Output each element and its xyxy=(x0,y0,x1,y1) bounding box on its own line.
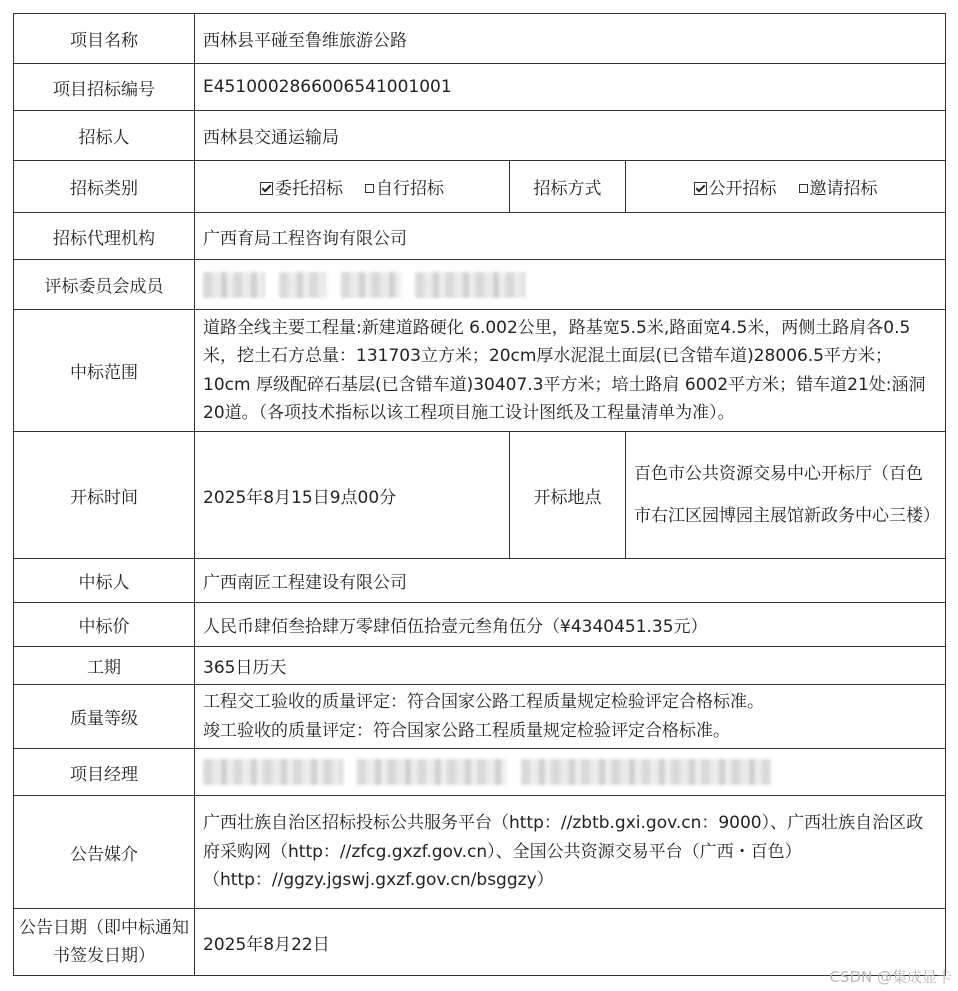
price-value: 人民币肆佰叁拾肆万零肆佰伍拾壹元叁角伍分（¥4340451.35元） xyxy=(195,603,946,647)
checked-box-icon xyxy=(260,182,273,195)
row-date xyxy=(14,909,946,976)
redacted-text xyxy=(521,759,771,785)
redacted-text xyxy=(357,759,507,785)
opening-time-label: 开标时间 xyxy=(14,432,195,559)
committee-label: 评标委员会成员 xyxy=(14,260,195,310)
winner-label: 中标人 xyxy=(14,559,195,603)
quality-label: 质量等级 xyxy=(14,685,195,749)
duration-value: 365日历天 xyxy=(195,647,946,685)
quality-line-2: 竣工验收的质量评定：符合国家公路工程质量规定检验评定合格标准。 xyxy=(203,720,730,741)
bid-method-options xyxy=(626,161,946,213)
bid-result-table xyxy=(13,13,946,976)
row-project-name xyxy=(14,14,946,64)
option-self xyxy=(365,174,444,199)
quality-value xyxy=(195,685,946,749)
opening-location-label: 开标地点 xyxy=(510,432,626,559)
bid-number-value: E4510002866006541001001 xyxy=(195,64,946,111)
unchecked-box-icon xyxy=(799,184,808,193)
redacted-name xyxy=(341,272,401,298)
bid-category-options xyxy=(195,161,510,213)
row-committee xyxy=(14,260,946,310)
bid-method-label: 招标方式 xyxy=(510,161,626,213)
redacted-name xyxy=(415,272,525,298)
winner-value: 广西南匠工程建设有限公司 xyxy=(195,559,946,603)
option-self-label: 自行招标 xyxy=(376,179,444,199)
quality-line-1: 工程交工验收的质量评定：符合国家公路工程质量规定检验评定合格标准。 xyxy=(203,692,764,712)
project-name-label: 项目名称 xyxy=(14,14,195,64)
media-label: 公告媒介 xyxy=(14,796,195,909)
agency-label: 招标代理机构 xyxy=(14,213,195,260)
row-agency xyxy=(14,213,946,260)
price-label: 中标价 xyxy=(14,603,195,647)
unchecked-box-icon xyxy=(365,184,374,193)
option-open-label: 公开招标 xyxy=(708,179,777,199)
row-scope xyxy=(14,310,946,432)
tenderer-value: 西林县交通运输局 xyxy=(195,111,946,161)
manager-redacted xyxy=(195,749,946,796)
option-entrusted xyxy=(260,174,343,199)
scope-label: 中标范围 xyxy=(14,310,195,432)
redacted-text xyxy=(203,759,343,785)
row-quality xyxy=(14,685,946,749)
redacted-name xyxy=(279,272,327,298)
row-tenderer xyxy=(14,111,946,161)
option-invite xyxy=(799,174,878,199)
row-media xyxy=(14,796,946,909)
option-invite-label: 邀请招标 xyxy=(809,179,878,199)
media-value: 广西壮族自治区招标投标公共服务平台（http：//zbtb.gxi.gov.cn：9000）、广西壮族自治区政府采购网（http：//zfcg.gxzf.gov.cn）、全国公共资源交易平台（广西・百色）（http：//ggzy.jgswj.gxzf.gov.cn/bsggzy） xyxy=(195,796,946,909)
redacted-name xyxy=(203,272,265,298)
row-bid-number xyxy=(14,64,946,111)
project-name-value: 西林县平碰至鲁维旅游公路 xyxy=(195,14,946,64)
bid-number-label: 项目招标编号 xyxy=(14,64,195,111)
bid-category-label: 招标类别 xyxy=(14,161,195,213)
tenderer-label: 招标人 xyxy=(14,111,195,161)
row-manager xyxy=(14,749,946,796)
row-winner xyxy=(14,559,946,603)
date-value: 2025年8月22日 xyxy=(195,909,946,976)
opening-time-value: 2025年8月15日9点00分 xyxy=(195,432,510,559)
row-opening xyxy=(14,432,946,559)
opening-location-value: 百色市公共资源交易中心开标厅（百色市右江区园博园主展馆新政务中心三楼） xyxy=(626,432,946,559)
agency-value: 广西育局工程咨询有限公司 xyxy=(195,213,946,260)
scope-value: 道路全线主要工程量:新建道路硬化 6.002公里，路基宽5.5米,路面宽4.5米，两侧土路肩各0.5米，挖土石方总量：131703立方米；20cm厚水泥混土面层(已含错车道)28006.5平方米；10cm 厚级配碎石基层(已含错车道)30407.3平方米；培土路肩 6002平方米；错车道21处:涵洞20道。（各项技术指标以该工程项目施工设计图纸及工程量清单为准）。 xyxy=(195,310,946,432)
row-duration xyxy=(14,647,946,685)
checked-box-icon xyxy=(694,182,707,195)
csdn-watermark: CSDN @集成显卡 xyxy=(829,968,952,986)
row-price xyxy=(14,603,946,647)
committee-redacted xyxy=(195,260,946,310)
manager-label: 项目经理 xyxy=(14,749,195,796)
option-open xyxy=(694,174,777,199)
option-entrusted-label: 委托招标 xyxy=(275,179,343,199)
row-bid-category xyxy=(14,161,946,213)
date-label: 公告日期（即中标通知书签发日期） xyxy=(14,909,195,976)
duration-label: 工期 xyxy=(14,647,195,685)
